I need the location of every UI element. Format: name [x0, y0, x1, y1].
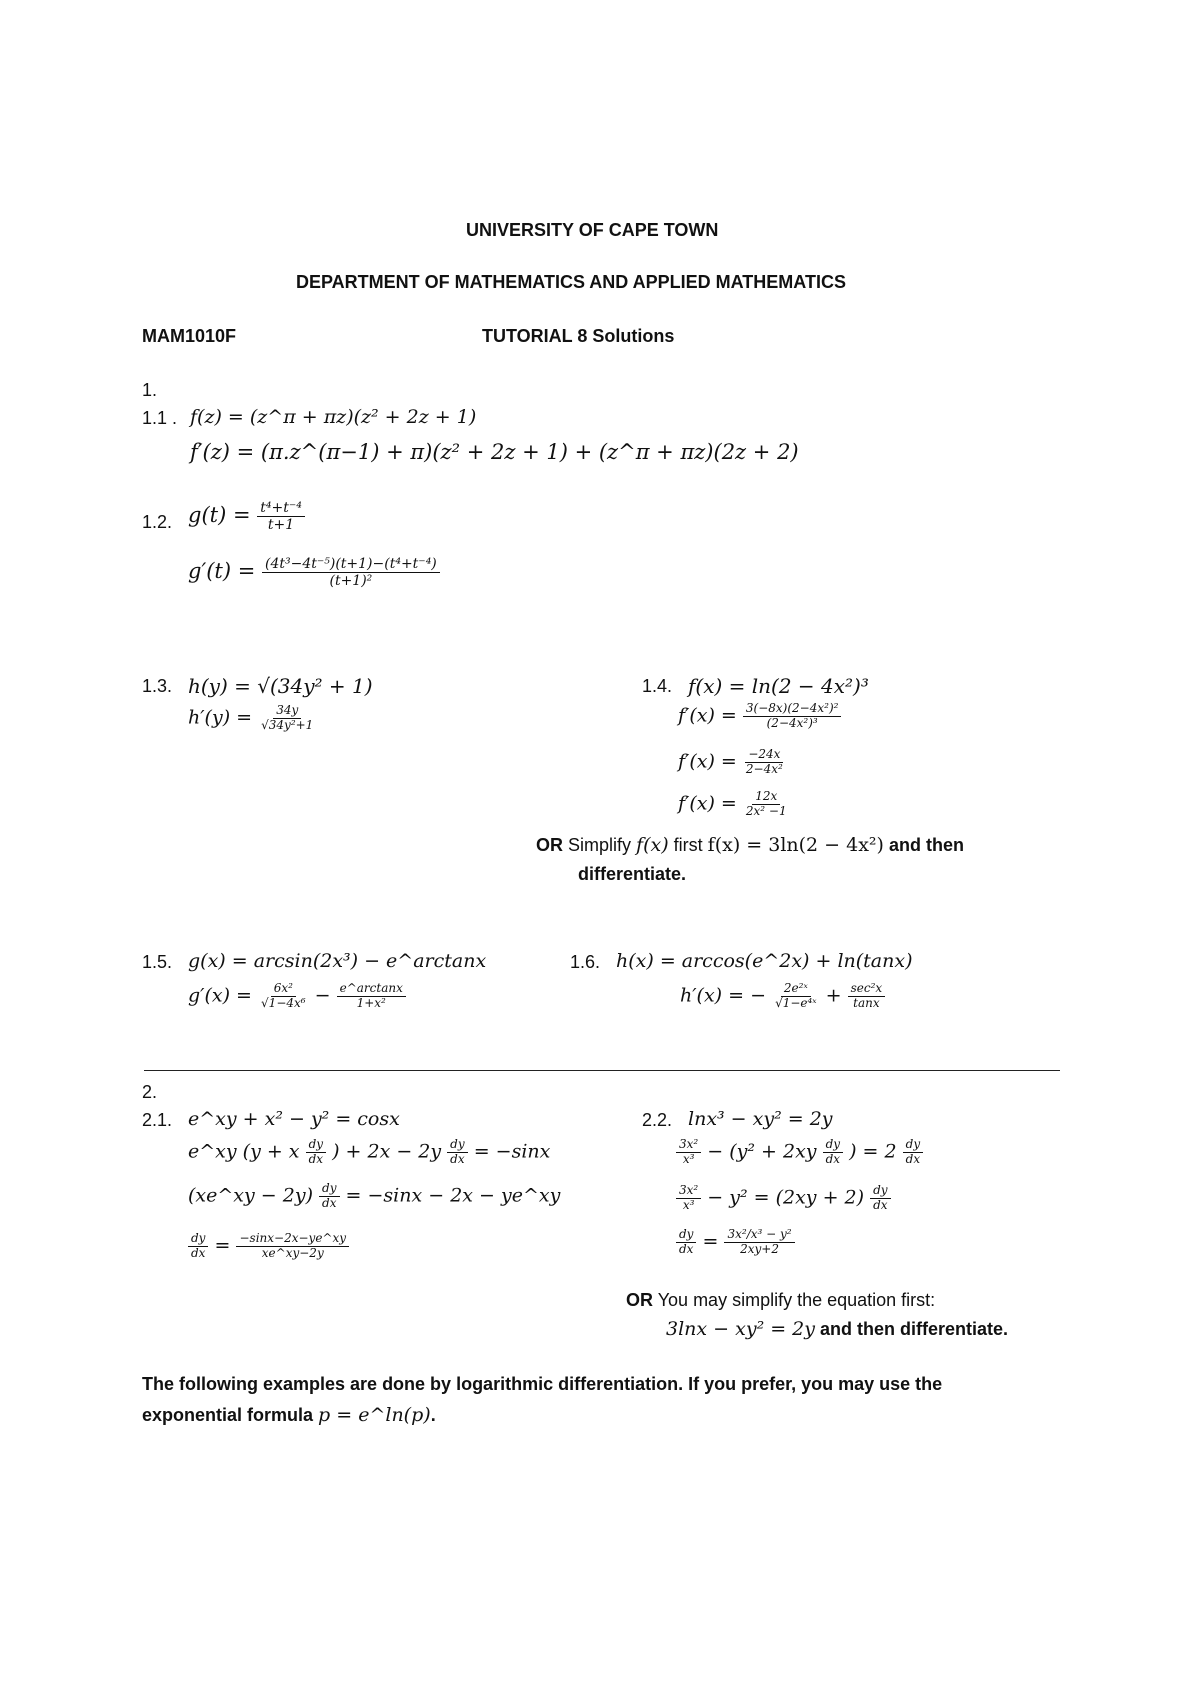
section-divider [144, 1070, 1060, 1071]
dy-dx-fraction [676, 1228, 696, 1257]
fraction-numerator: sec²x [848, 982, 886, 997]
part-1-2-fraction [257, 500, 305, 533]
fraction-denominator: dx [322, 1195, 337, 1210]
fraction-denominator: dx [873, 1197, 888, 1212]
dy-dx-fraction [870, 1184, 890, 1213]
dy-dx-fraction [306, 1138, 326, 1167]
fraction-numerator: 3x² [676, 1184, 701, 1199]
part-1-4-derivative-1 [678, 702, 841, 731]
step-text: (xe^xy − 2y) [188, 1184, 313, 1207]
dy-dx-fraction [188, 1232, 208, 1261]
part-2-2-or-note [626, 1290, 935, 1311]
part-1-4-derivative-2 [678, 748, 786, 777]
part-1-6-label: 1.6. [570, 952, 601, 972]
fraction-numerator: dy [870, 1184, 890, 1199]
fraction-denominator: √1−4x⁶ [261, 995, 306, 1010]
question-1-number: 1. [142, 380, 158, 400]
fraction-numerator: dy [319, 1182, 339, 1197]
part-1-2-label: 1.2. [142, 512, 173, 532]
part-1-4-derivative-3 [678, 790, 790, 819]
dy-dx-fraction [903, 1138, 923, 1167]
part-1-5-derivative-lhs: g′(x) = [188, 984, 252, 1007]
part-1-5-fraction-b [337, 982, 406, 1011]
part-2-1-label: 2.1. [142, 1110, 173, 1130]
dy-dx-fraction [447, 1138, 467, 1167]
part-1-6-function: h(x) = arccos(e^2x) + ln(tanx) [616, 950, 913, 972]
part-2-2-step-1 [676, 1138, 923, 1167]
term-fraction [676, 1184, 701, 1213]
part-2-1-step-1 [188, 1138, 550, 1167]
part-2-2-step-2 [676, 1184, 891, 1213]
part-1-2-derivative [188, 556, 440, 589]
part-1-4-fraction-3 [743, 790, 790, 819]
fraction-numerator: 3x²/x³ − y² [724, 1228, 794, 1243]
tutorial-title: TUTORIAL 8 Solutions [482, 326, 675, 346]
part-1-4-lhs: f′(x) = [678, 792, 737, 815]
department-title: DEPARTMENT OF MATHEMATICS AND APPLIED MATHEMATICS [296, 272, 846, 292]
part-1-4-fraction-2 [743, 748, 786, 777]
part-1-5-label: 1.5. [142, 952, 173, 972]
part-1-6-fraction-b [848, 982, 886, 1011]
fraction-numerator: 3(−8x)(2−4x²)² [743, 702, 842, 717]
part-1-5-function: g(x) = arcsin(2x³) − e^arctanx [188, 950, 487, 972]
part-2-2-label: 2.2. [642, 1110, 673, 1130]
fraction-numerator: dy [823, 1138, 843, 1153]
fraction-denominator: t+1 [267, 517, 295, 534]
fraction-denominator: √1−e⁴ˣ [775, 995, 817, 1010]
footer-period: . [430, 1405, 436, 1425]
part-2-2-note-continued [666, 1318, 1008, 1340]
part-1-2-derivative-lhs: g′(t) = [188, 559, 256, 584]
fraction-denominator: dx [450, 1151, 465, 1166]
part-2-2-result [676, 1228, 795, 1257]
footer-formula: p = e^ln(p) [318, 1404, 431, 1426]
part-1-4-note-continued: differentiate. [578, 864, 687, 884]
dy-dx-fraction [823, 1138, 843, 1167]
equals-sign: = [702, 1230, 719, 1253]
part-1-3-derivative [188, 704, 316, 733]
equals-sign: = [214, 1234, 231, 1257]
part-1-1-label: 1.1 . [142, 408, 178, 428]
university-title: UNIVERSITY OF CAPE TOWN [466, 220, 719, 240]
part-2-1-step-2 [188, 1182, 560, 1211]
part-1-4-lhs: f′(x) = [678, 704, 737, 727]
note-math: f(x) = 3ln(2 − 4x²) [707, 834, 884, 856]
course-code: MAM1010F [142, 326, 237, 346]
part-1-6-derivative [680, 982, 885, 1011]
or-keyword: OR [536, 835, 563, 855]
fraction-numerator: 2e²ˣ [781, 982, 811, 997]
fraction-denominator: (2−4x²)³ [766, 715, 818, 730]
part-2-2-equation: lnx³ − xy² = 2y [688, 1108, 833, 1130]
question-2-number: 2. [142, 1082, 158, 1102]
part-2-1-result [188, 1232, 349, 1261]
fraction-denominator: dx [191, 1245, 206, 1260]
footer-line-1: The following examples are done by logarithmic differentiation. If you prefer, you may use the [142, 1374, 943, 1394]
fraction-denominator: dx [679, 1241, 694, 1256]
part-1-3-function: h(y) = √(34y² + 1) [188, 674, 373, 698]
part-1-6-derivative-lhs: h′(x) = − [680, 984, 767, 1007]
part-1-5-derivative [188, 982, 406, 1011]
fraction-denominator: x³ [682, 1151, 695, 1166]
note-text: You may simplify the equation first: [657, 1290, 936, 1310]
fraction-denominator: (t+1)² [329, 573, 373, 590]
step-text: − (y² + 2xy [707, 1140, 817, 1163]
fraction-denominator: 2x² −1 [745, 803, 787, 818]
note-text: Simplify [568, 835, 632, 855]
step-text: ) + 2x − 2y [332, 1140, 442, 1163]
note-text: first [673, 835, 703, 855]
part-1-4-or-note [536, 834, 964, 856]
fraction-denominator: 2xy+2 [740, 1241, 779, 1256]
fraction-numerator: dy [188, 1232, 208, 1247]
fraction-numerator: 3x² [676, 1138, 701, 1153]
fraction-denominator: 1+x² [356, 995, 386, 1010]
result-fraction [724, 1228, 794, 1257]
part-1-1-function: f(z) = (z^π + πz)(z² + 2z + 1) [190, 406, 477, 428]
part-1-3-derivative-lhs: h′(y) = [188, 706, 253, 729]
part-1-3-derivative-fraction [258, 704, 316, 733]
part-1-3-label: 1.3. [142, 676, 173, 696]
fraction-numerator: dy [903, 1138, 923, 1153]
part-1-1-derivative: f′(z) = (π.z^(π−1) + π)(z² + 2z + 1) + (z^π + πz)(2z + 2) [190, 440, 799, 464]
part-1-4-label: 1.4. [642, 676, 673, 696]
minus-sign: − [314, 984, 331, 1007]
part-1-4-function: f(x) = ln(2 − 4x²)³ [688, 674, 869, 698]
fraction-denominator: dx [308, 1151, 324, 1166]
fraction-numerator: dy [676, 1228, 696, 1243]
part-1-5-fraction-a [258, 982, 309, 1011]
plus-sign: + [825, 984, 842, 1007]
step-text: = −sinx [473, 1140, 551, 1163]
fraction-denominator: √34y²+1 [261, 717, 314, 732]
fraction-numerator: dy [306, 1138, 326, 1153]
note-text: and then [888, 835, 964, 855]
fraction-numerator: 6x² [271, 982, 296, 997]
term-fraction [676, 1138, 701, 1167]
fraction-numerator: 34y [273, 704, 301, 719]
part-1-4-fraction-1 [743, 702, 842, 731]
result-fraction [236, 1232, 349, 1261]
fraction-numerator: (4t³−4t⁻⁵)(t+1)−(t⁴+t⁻⁴) [262, 556, 440, 573]
part-1-2-derivative-fraction [262, 556, 440, 589]
part-2-1-equation: e^xy + x² − y² = cosx [188, 1108, 400, 1130]
part-1-2-function [188, 500, 305, 533]
note-text: and then differentiate. [820, 1319, 1009, 1339]
fraction-numerator: t⁴+t⁻⁴ [257, 500, 305, 517]
fraction-denominator: 2−4x² [745, 761, 783, 776]
step-text: e^xy (y + x [188, 1140, 300, 1163]
fraction-denominator: dx [905, 1151, 921, 1166]
fraction-numerator: dy [447, 1138, 467, 1153]
step-text: − y² = (2xy + 2) [707, 1186, 865, 1209]
or-keyword: OR [626, 1290, 653, 1310]
dy-dx-fraction [319, 1182, 339, 1211]
footer-text: exponential formula [142, 1405, 314, 1425]
step-text: = −sinx − 2x − ye^xy [345, 1184, 561, 1207]
part-1-6-fraction-a [772, 982, 820, 1011]
fraction-numerator: e^arctanx [337, 982, 406, 997]
fraction-denominator: x³ [682, 1197, 695, 1212]
part-1-4-lhs: f′(x) = [678, 750, 737, 773]
fraction-numerator: −sinx−2x−ye^xy [236, 1232, 349, 1247]
fraction-denominator: dx [825, 1151, 841, 1166]
fraction-numerator: −24x [745, 748, 783, 763]
part-1-2-lhs: g(t) = [188, 503, 251, 528]
fraction-denominator: xe^xy−2y [261, 1245, 324, 1260]
fraction-numerator: 12x [752, 790, 780, 805]
fraction-denominator: tanx [853, 995, 880, 1010]
note-math: 3lnx − xy² = 2y [666, 1318, 816, 1340]
step-text: ) = 2 [849, 1140, 897, 1163]
footer-line-2 [142, 1404, 436, 1426]
note-math: f(x) [636, 834, 669, 856]
